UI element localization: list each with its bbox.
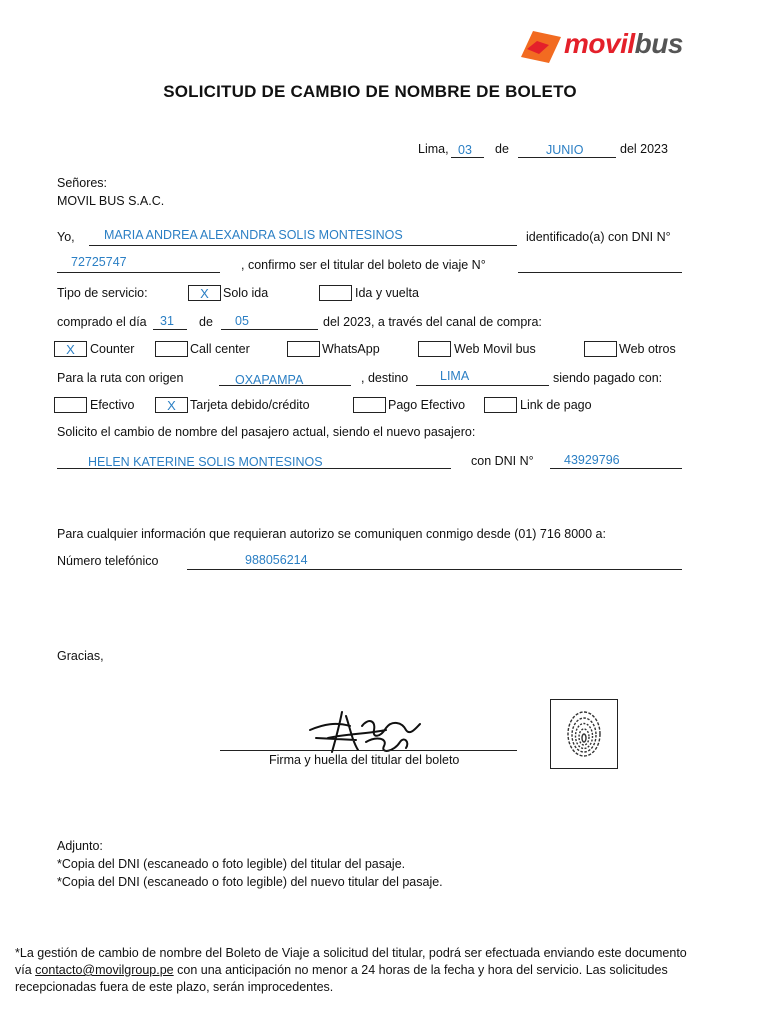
channel-web-otros-checkbox[interactable] [584,341,617,357]
footer-line-1: *La gestión de cambio de nombre del Boleto de Viaje a solicitud del titular, podrá ser efectuada enviando este documento [15,946,687,960]
service-option-solo-ida-label: Solo ida [223,286,269,300]
contact-phone[interactable]: 988056214 [245,553,308,567]
attachment-item: *Copia del DNI (escaneado o foto legible) del titular del pasaje. [57,857,406,871]
purchase-month[interactable]: 05 [235,314,249,328]
purchase-suffix: del 2023, a través del canal de compra: [323,315,542,329]
service-option-solo-ida-checkbox[interactable]: X [188,285,221,301]
payment-tarjeta-checkbox[interactable]: X [155,397,188,413]
movilbus-logo-text: movilbus [564,28,683,59]
holder-name[interactable]: MARIA ANDREA ALEXANDRA SOLIS MONTESINOS [104,228,403,242]
new-passenger-request-label: Solicito el cambio de nombre del pasajero actual, siendo el nuevo pasajero: [57,425,476,439]
contact-phone-label: Número telefónico [57,554,159,568]
payment-pago-efectivo-checkbox[interactable] [353,397,386,413]
payment-tarjeta-label: Tarjeta debido/crédito [190,398,310,412]
date-day[interactable]: 03 [458,143,472,157]
channel-call-center-checkbox[interactable] [155,341,188,357]
footer-line-3: recepcionadas fuera de este plazo, serán improcedentes. [15,980,334,994]
service-option-ida-vuelta-label: Ida y vuelta [355,286,419,300]
fingerprint-box [550,699,618,769]
attachment-item: *Copia del DNI (escaneado o foto legible) del nuevo titular del pasaje. [57,875,443,889]
new-passenger-dni-label: con DNI N° [471,454,534,468]
page-title: SOLICITUD DE CAMBIO DE NOMBRE DE BOLETO [163,82,577,101]
contact-email-link[interactable]: contacto@movilgroup.pe [35,963,174,977]
holder-yo-label: Yo, [57,230,75,244]
route-destination[interactable]: LIMA [440,369,470,383]
channel-counter-label: Counter [90,342,135,356]
channel-whatsapp-label: WhatsApp [322,342,380,356]
new-passenger-name[interactable]: HELEN KATERINE SOLIS MONTESINOS [88,455,323,469]
purchase-day[interactable]: 31 [160,314,174,328]
service-label: Tipo de servicio: [57,286,148,300]
payment-link-checkbox[interactable] [484,397,517,413]
contact-auth-label: Para cualquier información que requieran autorizo se comuniquen conmigo desde (01) 716 8000 a: [57,527,606,541]
signature-caption: Firma y huella del titular del boleto [269,753,460,767]
route-payment-label: siendo pagado con: [553,371,663,385]
footer-line-2: vía contacto@movilgroup.pe con una anticipación no menor a 24 horas de la fecha y hora del servicio. Las solicitudes [15,963,668,977]
channel-counter-checkbox[interactable]: X [54,341,87,357]
payment-efectivo-checkbox[interactable] [54,397,87,413]
channel-web-movil-checkbox[interactable] [418,341,451,357]
fingerprint-icon [551,700,617,768]
channel-call-center-label: Call center [190,342,250,356]
date-de-label: de [495,142,509,156]
route-origin-label: Para la ruta con origen [57,371,184,385]
service-option-ida-vuelta-checkbox[interactable] [319,285,352,301]
route-origin[interactable]: OXAPAMPA [235,373,304,387]
date-year-label: del 2023 [620,142,668,156]
closing-text: Gracias, [57,649,104,663]
purchase-label: comprado el día [57,315,147,329]
holder-dni[interactable]: 72725747 [71,255,127,269]
recipient-company: MOVIL BUS S.A.C. [57,194,165,208]
route-destination-label: , destino [361,371,409,385]
recipient-greeting: Señores: [57,176,108,190]
attachments-title: Adjunto: [57,839,103,853]
date-month[interactable]: JUNIO [546,143,584,157]
holder-confirm-label: , confirmo ser el titular del boleto de viaje N° [241,258,486,272]
payment-link-label: Link de pago [520,398,592,412]
channel-web-otros-label: Web otros [619,342,676,356]
channel-whatsapp-checkbox[interactable] [287,341,320,357]
new-passenger-dni[interactable]: 43929796 [564,453,620,467]
movilbus-logo-mark [515,27,563,65]
date-city-label: Lima, [418,142,449,156]
purchase-de-label: de [199,315,213,329]
payment-efectivo-label: Efectivo [90,398,135,412]
payment-pago-efectivo-label: Pago Efectivo [388,398,466,412]
holder-dni-label: identificado(a) con DNI N° [526,230,671,244]
channel-web-movil-label: Web Movil bus [454,342,536,356]
